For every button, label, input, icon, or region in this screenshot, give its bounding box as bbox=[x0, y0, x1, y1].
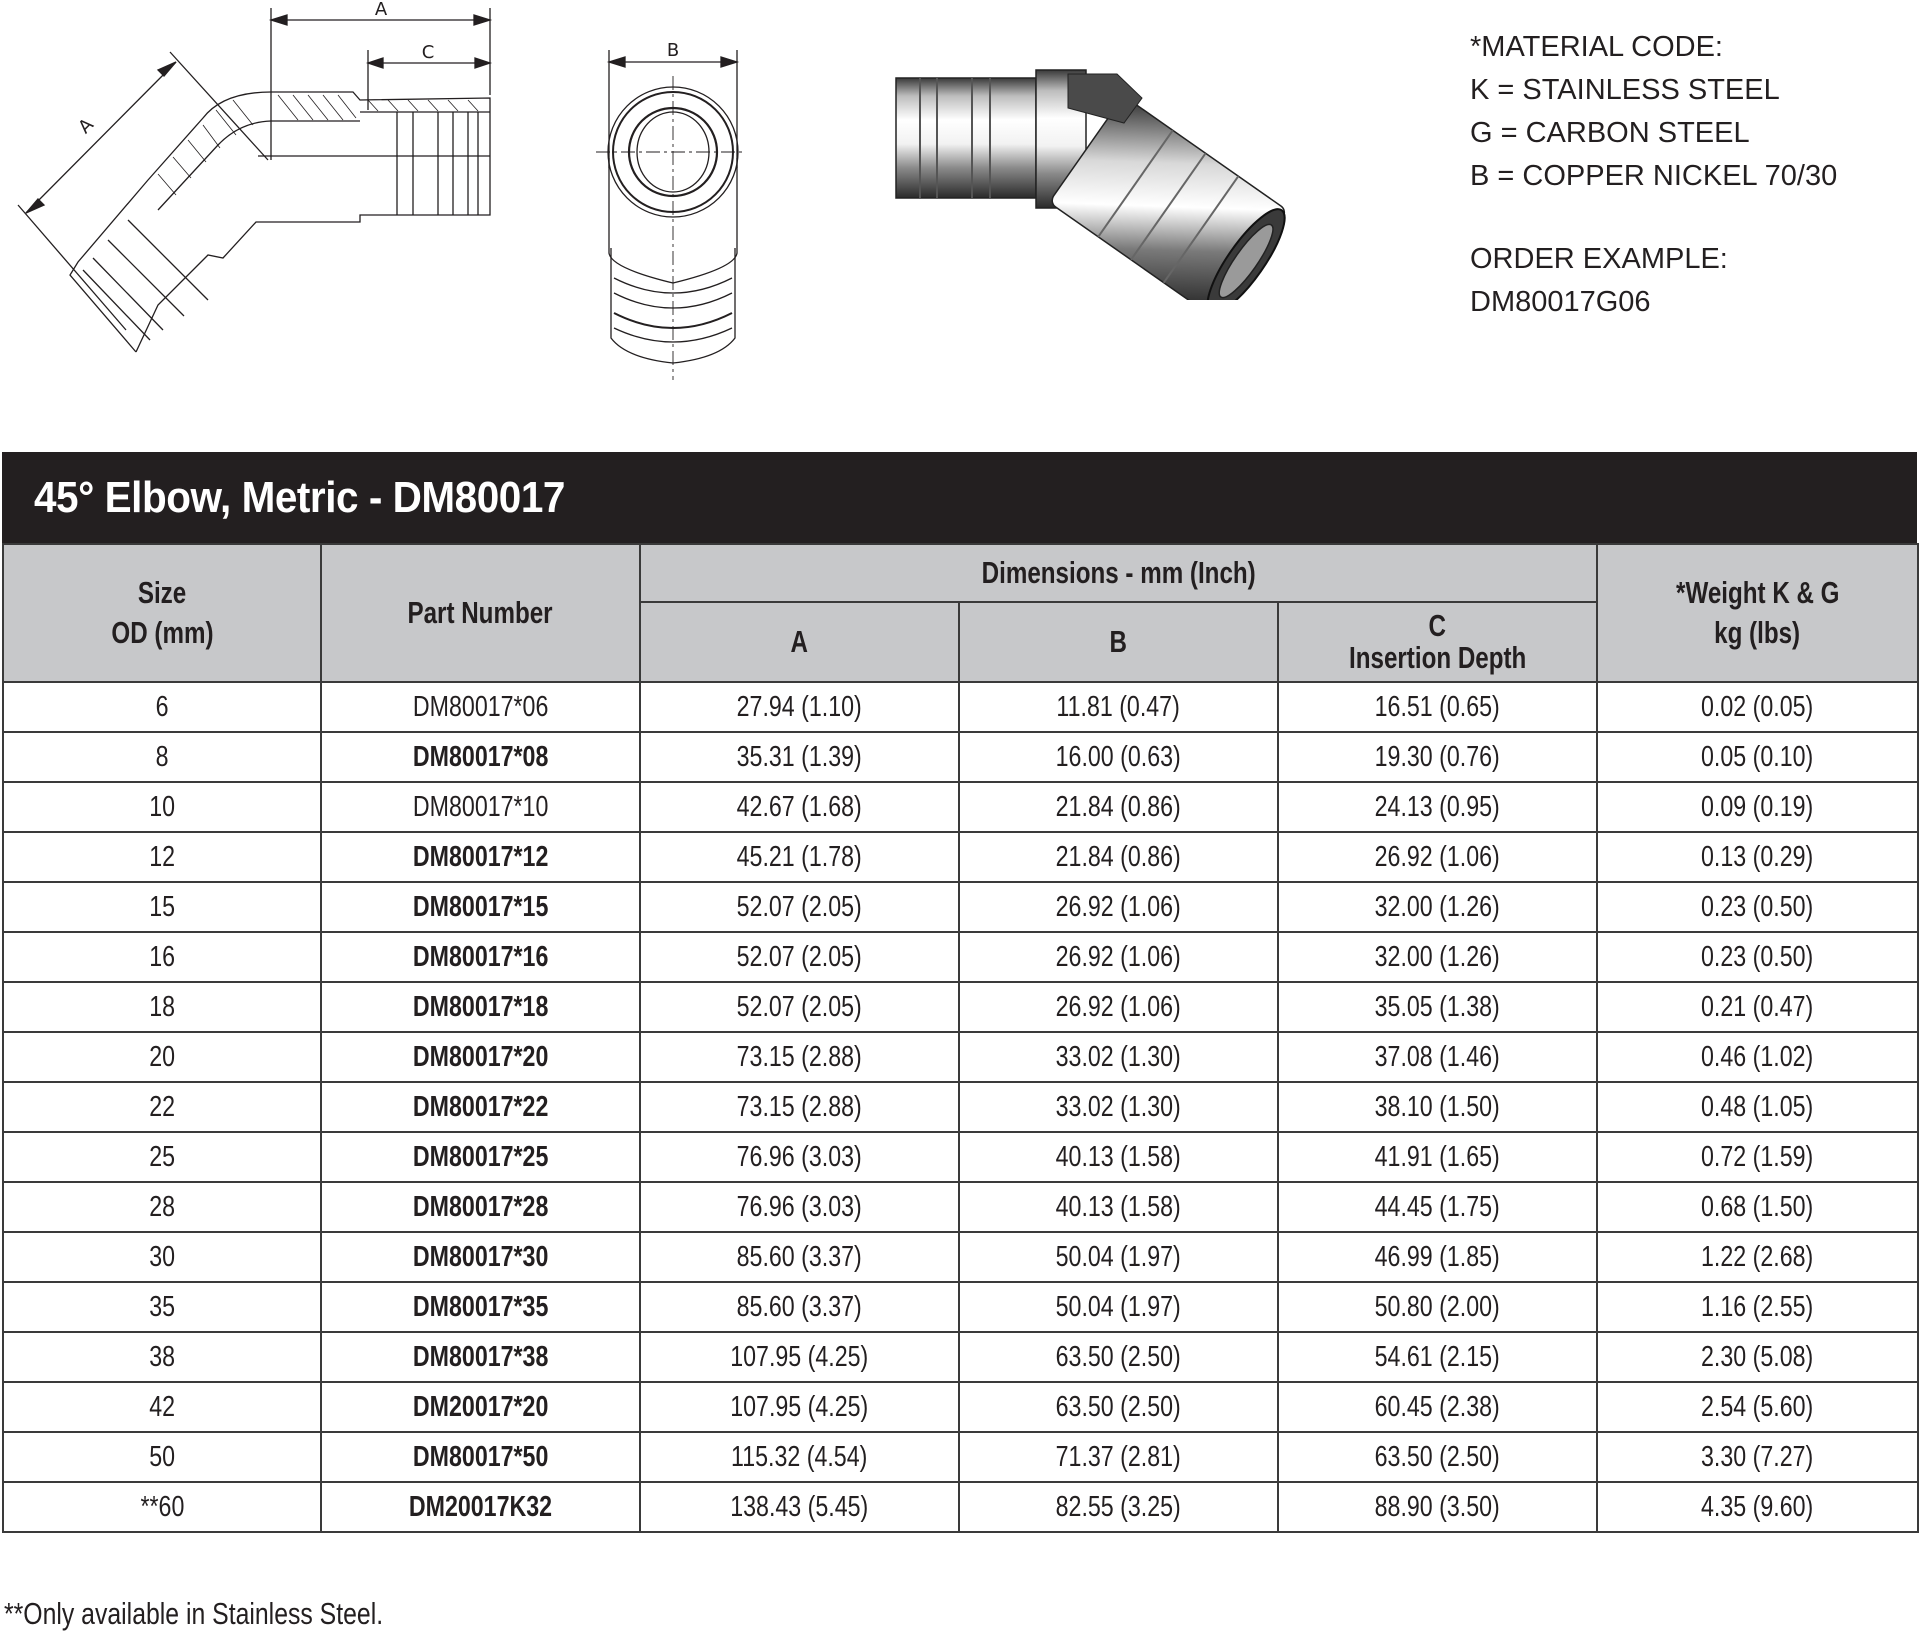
footnote: **Only available in Stainless Steel. bbox=[4, 1596, 384, 1631]
weight-cell: 0.21 (0.47) bbox=[1597, 982, 1918, 1032]
dim-b-cell: 26.92 (1.06) bbox=[959, 982, 1278, 1032]
size-cell: 22 bbox=[3, 1082, 321, 1132]
dim-a-cell: 52.07 (2.05) bbox=[640, 882, 959, 932]
weight-cell: 1.22 (2.68) bbox=[1597, 1232, 1918, 1282]
part-number-cell: DM80017*50 bbox=[321, 1432, 640, 1482]
dim-a-cell: 107.95 (4.25) bbox=[640, 1382, 959, 1432]
dim-c-cell: 24.13 (0.95) bbox=[1278, 782, 1597, 832]
dim-c-cell: 35.05 (1.38) bbox=[1278, 982, 1597, 1032]
dim-b-cell: 40.13 (1.58) bbox=[959, 1182, 1278, 1232]
part-number-cell: DM80017*25 bbox=[321, 1132, 640, 1182]
size-cell: 20 bbox=[3, 1032, 321, 1082]
dim-b-cell: 21.84 (0.86) bbox=[959, 782, 1278, 832]
table-row bbox=[3, 1132, 1918, 1182]
part-number-cell: DM80017*22 bbox=[321, 1082, 640, 1132]
table-row bbox=[3, 982, 1918, 1032]
dim-a-cell: 52.07 (2.05) bbox=[640, 932, 959, 982]
part-number-cell: DM80017*10 bbox=[321, 782, 640, 832]
dim-c-cell: 41.91 (1.65) bbox=[1278, 1132, 1597, 1182]
weight-cell: 0.02 (0.05) bbox=[1597, 682, 1918, 732]
header-size: Size OD (mm) bbox=[3, 544, 321, 682]
dim-c-cell: 63.50 (2.50) bbox=[1278, 1432, 1597, 1482]
dim-a-cell: 76.96 (3.03) bbox=[640, 1182, 959, 1232]
table-row bbox=[3, 1432, 1918, 1482]
spec-table-body bbox=[3, 682, 1918, 1532]
part-number-cell: DM20017K32 bbox=[321, 1482, 640, 1532]
dim-c-cell: 37.08 (1.46) bbox=[1278, 1032, 1597, 1082]
header-dimensions-group: Dimensions - mm (Inch) bbox=[640, 544, 1597, 602]
dim-b-cell: 40.13 (1.58) bbox=[959, 1132, 1278, 1182]
weight-cell: 3.30 (7.27) bbox=[1597, 1432, 1918, 1482]
material-code-item: K = STAINLESS STEEL bbox=[1470, 74, 1780, 106]
table-row bbox=[3, 882, 1918, 932]
weight-cell: 0.05 (0.10) bbox=[1597, 732, 1918, 782]
weight-cell: 1.16 (2.55) bbox=[1597, 1282, 1918, 1332]
part-number-cell: DM20017*20 bbox=[321, 1382, 640, 1432]
part-number-cell: DM80017*18 bbox=[321, 982, 640, 1032]
part-number-cell: DM80017*35 bbox=[321, 1282, 640, 1332]
size-cell: 8 bbox=[3, 732, 321, 782]
dim-a-cell: 138.43 (5.45) bbox=[640, 1482, 959, 1532]
product-photo bbox=[892, 68, 1312, 300]
part-number-cell: DM80017*38 bbox=[321, 1332, 640, 1382]
dim-a-cell: 52.07 (2.05) bbox=[640, 982, 959, 1032]
part-number-cell: DM80017*06 bbox=[321, 682, 640, 732]
svg-text:A: A bbox=[74, 114, 98, 138]
table-row bbox=[3, 932, 1918, 982]
dim-c-cell: 19.30 (0.76) bbox=[1278, 732, 1597, 782]
part-number-cell: DM80017*15 bbox=[321, 882, 640, 932]
size-cell: 35 bbox=[3, 1282, 321, 1332]
dim-c-cell: 60.45 (2.38) bbox=[1278, 1382, 1597, 1432]
dim-c-cell: 32.00 (1.26) bbox=[1278, 882, 1597, 932]
dim-a-cell: 27.94 (1.10) bbox=[640, 682, 959, 732]
dim-a-cell: 73.15 (2.88) bbox=[640, 1082, 959, 1132]
part-number-cell: DM80017*28 bbox=[321, 1182, 640, 1232]
weight-cell: 0.46 (1.02) bbox=[1597, 1032, 1918, 1082]
dim-a-cell: 35.31 (1.39) bbox=[640, 732, 959, 782]
size-cell: 42 bbox=[3, 1382, 321, 1432]
dim-a-cell: 76.96 (3.03) bbox=[640, 1132, 959, 1182]
material-code-heading: *MATERIAL CODE: bbox=[1470, 31, 1723, 63]
dim-c-cell: 46.99 (1.85) bbox=[1278, 1232, 1597, 1282]
dim-c-cell: 16.51 (0.65) bbox=[1278, 682, 1597, 732]
dim-b-cell: 71.37 (2.81) bbox=[959, 1432, 1278, 1482]
weight-cell: 0.13 (0.29) bbox=[1597, 832, 1918, 882]
weight-cell: 0.23 (0.50) bbox=[1597, 932, 1918, 982]
header-dim-b: B bbox=[959, 602, 1278, 682]
size-cell: 12 bbox=[3, 832, 321, 882]
dim-b-cell: 11.81 (0.47) bbox=[959, 682, 1278, 732]
dim-b-cell: 82.55 (3.25) bbox=[959, 1482, 1278, 1532]
table-row bbox=[3, 682, 1918, 732]
size-cell: 10 bbox=[3, 782, 321, 832]
table-row bbox=[3, 782, 1918, 832]
dim-a-cell: 42.67 (1.68) bbox=[640, 782, 959, 832]
weight-cell: 2.54 (5.60) bbox=[1597, 1382, 1918, 1432]
table-row bbox=[3, 1332, 1918, 1382]
weight-cell: 0.68 (1.50) bbox=[1597, 1182, 1918, 1232]
part-number-cell: DM80017*20 bbox=[321, 1032, 640, 1082]
dim-b-cell: 50.04 (1.97) bbox=[959, 1232, 1278, 1282]
table-row bbox=[3, 732, 1918, 782]
table-row bbox=[3, 1082, 1918, 1132]
size-cell: 15 bbox=[3, 882, 321, 932]
part-number-cell: DM80017*08 bbox=[321, 732, 640, 782]
order-example-label: ORDER EXAMPLE: bbox=[1470, 243, 1728, 275]
table-row bbox=[3, 1032, 1918, 1082]
dim-c-cell: 50.80 (2.00) bbox=[1278, 1282, 1597, 1332]
dim-c-cell: 38.10 (1.50) bbox=[1278, 1082, 1597, 1132]
dim-a-cell: 73.15 (2.88) bbox=[640, 1032, 959, 1082]
dim-b-cell: 26.92 (1.06) bbox=[959, 882, 1278, 932]
table-row bbox=[3, 1282, 1918, 1332]
size-cell: 50 bbox=[3, 1432, 321, 1482]
dim-b-cell: 16.00 (0.63) bbox=[959, 732, 1278, 782]
material-code-item: G = CARBON STEEL bbox=[1470, 117, 1750, 149]
weight-cell: 0.72 (1.59) bbox=[1597, 1132, 1918, 1182]
part-number-cell: DM80017*30 bbox=[321, 1232, 640, 1282]
table-row bbox=[3, 832, 1918, 882]
table-row bbox=[3, 1482, 1918, 1532]
dim-c-cell: 32.00 (1.26) bbox=[1278, 932, 1597, 982]
dim-b-cell: 33.02 (1.30) bbox=[959, 1032, 1278, 1082]
dim-c-cell: 26.92 (1.06) bbox=[1278, 832, 1597, 882]
size-cell: 38 bbox=[3, 1332, 321, 1382]
header-part-number: Part Number bbox=[321, 544, 640, 682]
dim-a-cell: 45.21 (1.78) bbox=[640, 832, 959, 882]
dim-b-cell: 33.02 (1.30) bbox=[959, 1082, 1278, 1132]
dim-b-cell: 50.04 (1.97) bbox=[959, 1282, 1278, 1332]
dim-b-cell: 26.92 (1.06) bbox=[959, 932, 1278, 982]
dim-label-b: B bbox=[666, 40, 680, 61]
table-row bbox=[3, 1382, 1918, 1432]
header-dim-c: C Insertion Depth bbox=[1278, 602, 1597, 682]
header-weight: *Weight K & G kg (lbs) bbox=[1597, 544, 1918, 682]
dim-label-a-top: A bbox=[374, 0, 388, 20]
dim-a-cell: 85.60 (3.37) bbox=[640, 1232, 959, 1282]
dim-c-cell: 88.90 (3.50) bbox=[1278, 1482, 1597, 1532]
size-cell: 16 bbox=[3, 932, 321, 982]
weight-cell: 2.30 (5.08) bbox=[1597, 1332, 1918, 1382]
material-code-item: B = COPPER NICKEL 70/30 bbox=[1470, 160, 1838, 192]
weight-cell: 0.23 (0.50) bbox=[1597, 882, 1918, 932]
material-code-legend bbox=[1470, 26, 1837, 324]
dim-c-cell: 44.45 (1.75) bbox=[1278, 1182, 1597, 1232]
svg-text:C: C bbox=[421, 42, 435, 63]
size-cell: 18 bbox=[3, 982, 321, 1032]
dim-b-cell: 21.84 (0.86) bbox=[959, 832, 1278, 882]
table-row bbox=[3, 1232, 1918, 1282]
part-number-cell: DM80017*16 bbox=[321, 932, 640, 982]
dim-a-cell: 85.60 (3.37) bbox=[640, 1282, 959, 1332]
table-row bbox=[3, 1182, 1918, 1232]
part-number-cell: DM80017*12 bbox=[321, 832, 640, 882]
side-section-drawing bbox=[8, 0, 498, 360]
table-title-bar bbox=[2, 452, 1917, 543]
dim-a-cell: 115.32 (4.54) bbox=[640, 1432, 959, 1482]
front-view-drawing bbox=[596, 38, 746, 380]
weight-cell: 4.35 (9.60) bbox=[1597, 1482, 1918, 1532]
size-cell: 28 bbox=[3, 1182, 321, 1232]
dim-a-cell: 107.95 (4.25) bbox=[640, 1332, 959, 1382]
dim-c-cell: 54.61 (2.15) bbox=[1278, 1332, 1597, 1382]
size-cell: **60 bbox=[3, 1482, 321, 1532]
dim-b-cell: 63.50 (2.50) bbox=[959, 1332, 1278, 1382]
weight-cell: 0.09 (0.19) bbox=[1597, 782, 1918, 832]
size-cell: 6 bbox=[3, 682, 321, 732]
spec-table bbox=[2, 543, 1919, 1533]
header-dim-a: A bbox=[640, 602, 959, 682]
size-cell: 25 bbox=[3, 1132, 321, 1182]
table-title: 45° Elbow, Metric - DM80017 bbox=[34, 472, 565, 522]
dim-b-cell: 63.50 (2.50) bbox=[959, 1382, 1278, 1432]
spec-table-section bbox=[2, 452, 1917, 1533]
weight-cell: 0.48 (1.05) bbox=[1597, 1082, 1918, 1132]
order-example-value: DM80017G06 bbox=[1470, 286, 1651, 318]
size-cell: 30 bbox=[3, 1232, 321, 1282]
